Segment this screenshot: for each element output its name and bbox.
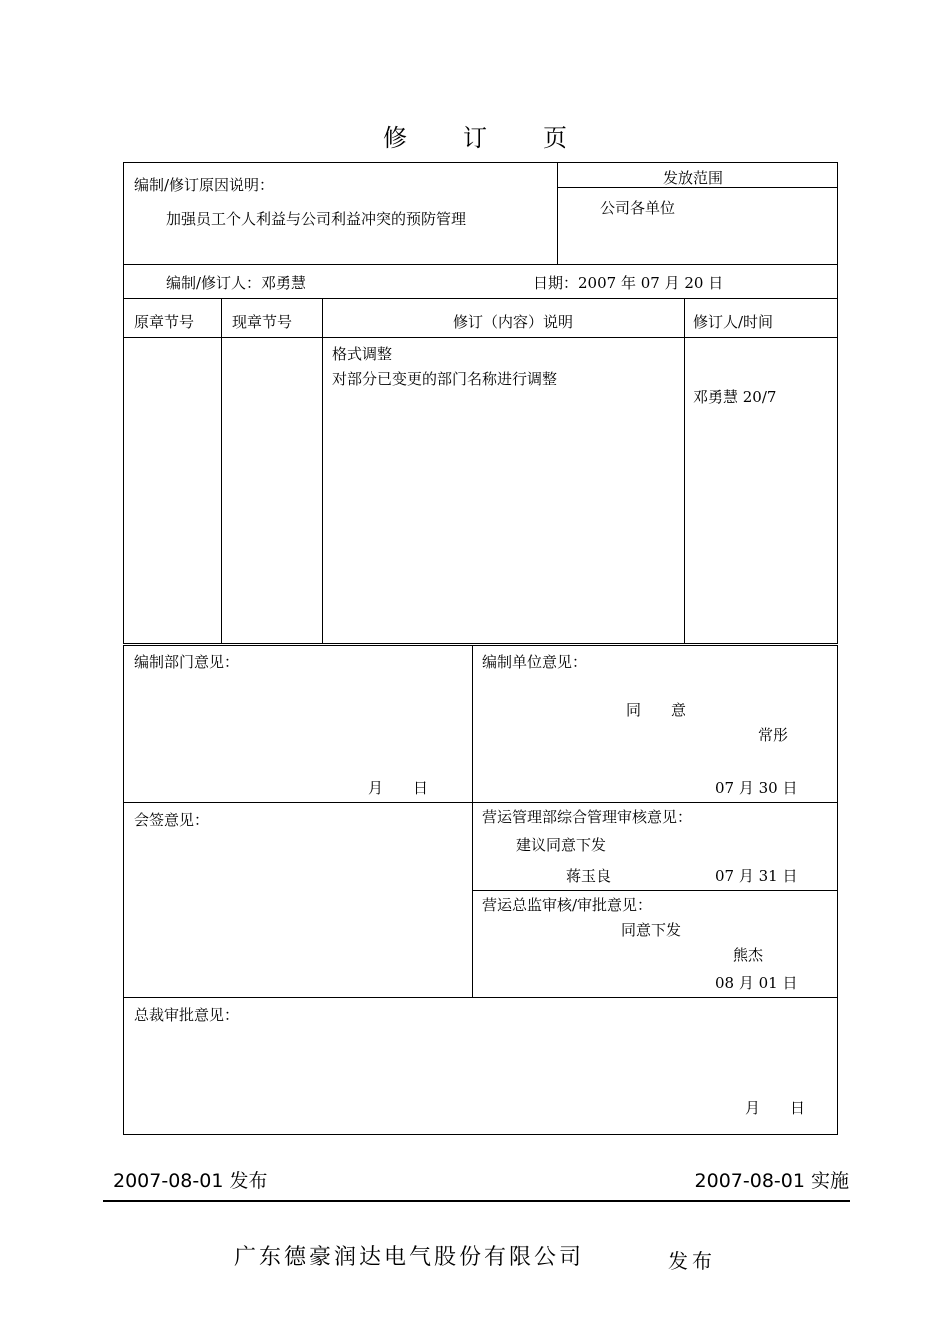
reason-label: 编制/修订原因说明： — [134, 176, 275, 194]
reviser-value: 邓勇慧 20/7 — [693, 388, 777, 406]
date-label: 日期：2007 年 07 月 20 日 — [533, 274, 724, 292]
effective-date: 2007-08-01 实施 — [694, 1170, 849, 1192]
unit-opinion-label: 编制单位意见： — [482, 653, 588, 671]
col-header-current: 现章节号 — [232, 313, 293, 331]
revision-table — [123, 298, 838, 644]
title-char-1: 修 — [383, 124, 407, 152]
opinions-row-divider-2 — [472, 890, 838, 891]
col-header-reviser: 修订人/时间 — [693, 313, 774, 331]
footer-rule — [103, 1200, 850, 1202]
unit-opinion-text: 同 意 — [626, 701, 687, 719]
president-opinion-label: 总裁审批意见： — [134, 1006, 240, 1024]
opinions-row-divider-1 — [123, 802, 838, 803]
publish-label: 发布 — [668, 1249, 716, 1273]
page-title — [0, 118, 950, 153]
ops-opinion-text: 建议同意下发 — [516, 836, 607, 854]
director-opinion-text: 同意下发 — [621, 921, 682, 939]
content-line-1: 格式调整 — [332, 345, 393, 363]
company-name: 广东德豪润达电气股份有限公司 — [234, 1245, 585, 1270]
title-char-2: 订 — [463, 124, 487, 152]
ops-opinion-label: 营运管理部综合管理审核意见： — [482, 808, 693, 826]
col-header-content: 修订（内容）说明 — [453, 313, 574, 331]
header-divider-h — [123, 264, 838, 265]
ops-opinion-date: 07 月 31 日 — [715, 867, 798, 885]
publish-date: 2007-08-01 发布 — [113, 1170, 268, 1192]
opinions-row-divider-3 — [123, 997, 838, 998]
reason-text: 加强员工个人利益与公司利益冲突的预防管理 — [166, 210, 467, 228]
scope-value: 公司各单位 — [600, 199, 676, 217]
col-header-original: 原章节号 — [134, 313, 195, 331]
editor-label: 编制/修订人：邓勇慧 — [166, 274, 307, 292]
header-divider-v — [557, 162, 558, 264]
col-divider-3 — [684, 298, 685, 644]
countersign-label: 会签意见： — [134, 811, 210, 829]
ops-opinion-signer: 蒋玉良 — [566, 867, 612, 885]
title-char-3: 页 — [543, 124, 567, 152]
col-divider-2 — [322, 298, 323, 644]
director-opinion-date: 08 月 01 日 — [715, 974, 798, 992]
revision-header-divider — [123, 337, 838, 338]
opinions-divider-v — [472, 645, 473, 997]
president-opinion-date: 月 日 — [745, 1099, 806, 1117]
scope-label: 发放范围 — [663, 169, 724, 187]
director-opinion-label: 营运总监审核/审批意见： — [482, 896, 653, 914]
director-opinion-signer: 熊杰 — [733, 946, 764, 964]
dept-opinion-date: 月 日 — [368, 779, 429, 797]
col-divider-1 — [221, 298, 222, 644]
content-line-2: 对部分已变更的部门名称进行调整 — [332, 370, 558, 388]
unit-opinion-signer: 常彤 — [758, 726, 789, 744]
unit-opinion-date: 07 月 30 日 — [715, 779, 798, 797]
dept-opinion-label: 编制部门意见： — [134, 653, 240, 671]
